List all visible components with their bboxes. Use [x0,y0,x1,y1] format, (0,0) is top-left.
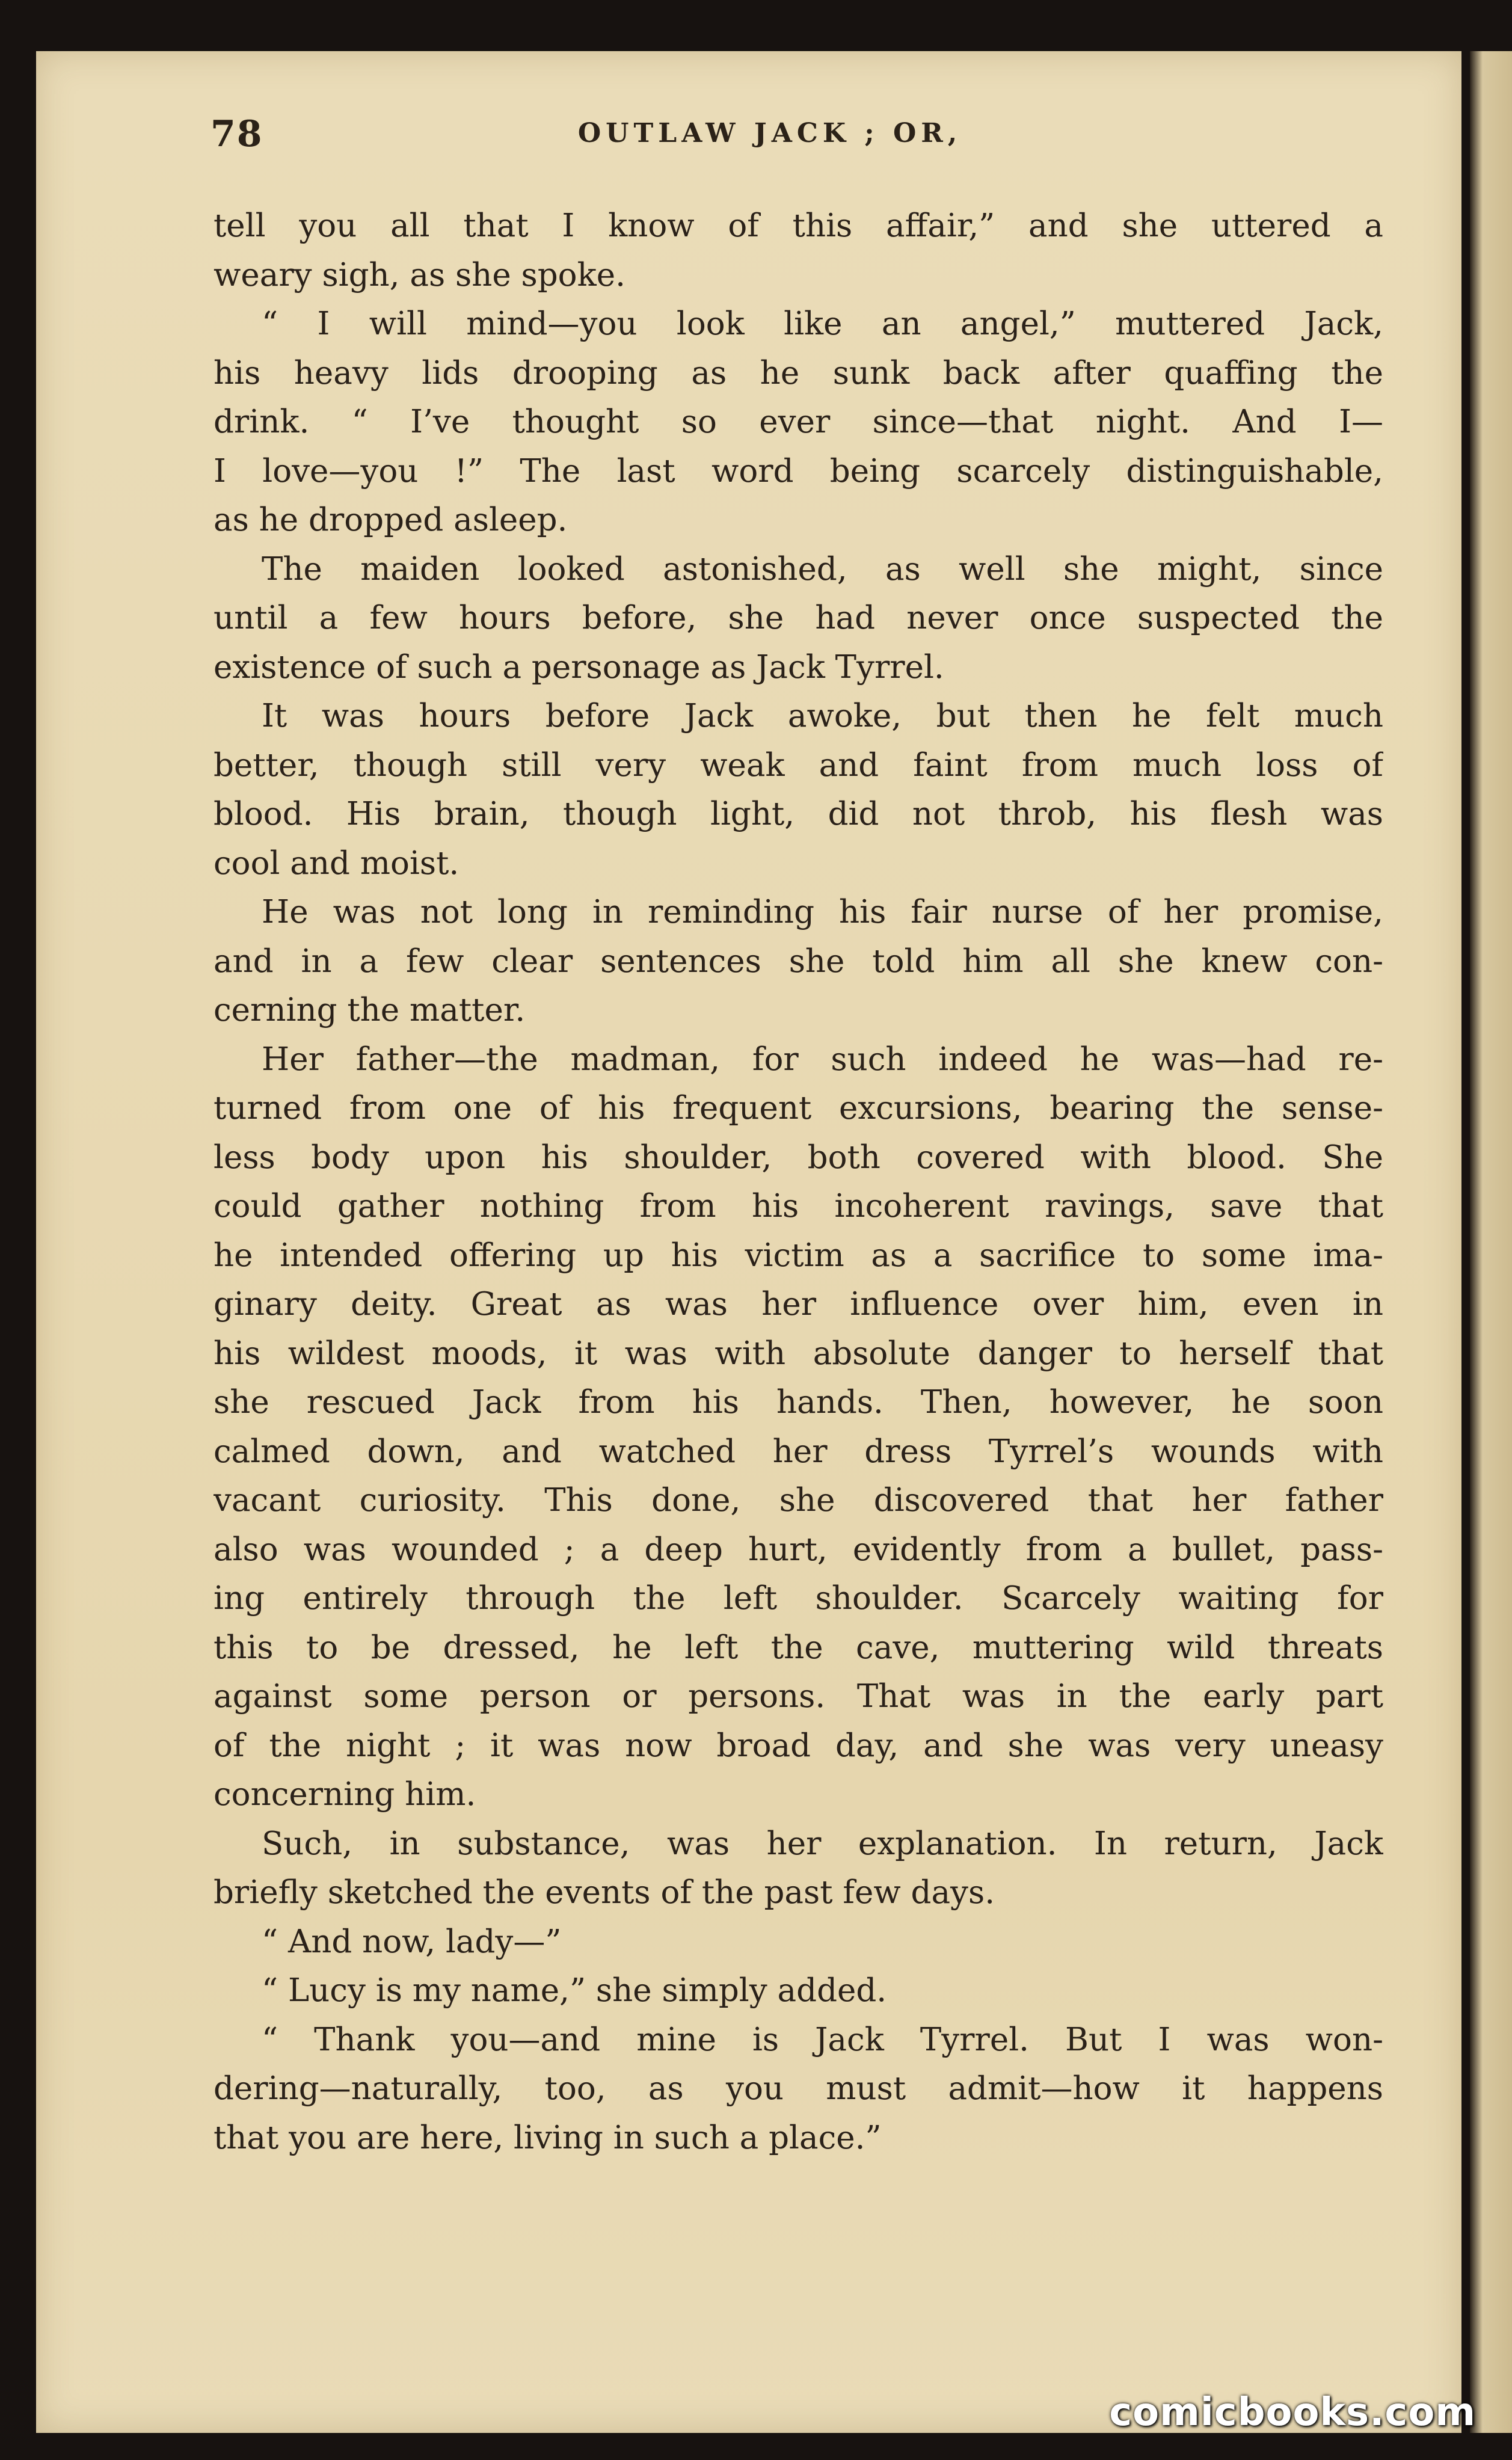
text-line: “ I will mind—you look like an angel,” muttered Jack, [262,306,1383,342]
text-line: he intended offering up his victim as a sacrifice to some ima- [214,1237,1383,1274]
text-line: He was not long in reminding his fair nurse of her promise, [262,894,1383,930]
page-number: 78 [211,113,263,155]
running-head: OUTLAW JACK ; OR, [577,118,962,149]
text-line: “ Lucy is my name,” she simply added. [262,1972,887,2009]
body-text [214,201,1383,2162]
text-line: vacant curiosity. This done, she discovered that her father [214,1482,1383,1519]
text-line: calmed down, and watched her dress Tyrrel’s wounds with [214,1433,1383,1470]
text-line: of the night ; it was now broad day, and she was very uneasy [214,1727,1383,1764]
text-line: ing entirely through the left shoulder. Scarcely waiting for [214,1580,1383,1617]
text-line: also was wounded ; a deep hurt, evidently from a bullet, pass- [214,1531,1383,1568]
text-line: his wildest moods, it was with absolute danger to herself that [214,1335,1383,1372]
text-line: turned from one of his frequent excursions, bearing the sense- [214,1090,1383,1127]
text-line: against some person or persons. That was in the early part [214,1678,1383,1715]
text-line: blood. His brain, though light, did not throb, his flesh was [214,796,1383,832]
text-line: this to be dressed, he left the cave, muttering wild threats [214,1629,1383,1666]
text-line: his heavy lids drooping as he sunk back after quaffing the [214,354,1383,392]
text-line: concerning him. [214,1776,476,1813]
text-line: until a few hours before, she had never once suspected the [214,600,1383,636]
text-line: cool and moist. [214,844,459,882]
page-header [174,113,1365,167]
text-line: “ And now, lady—” [262,1923,562,1960]
text-line: better, though still very weak and faint from much loss of [214,746,1383,784]
text-line: weary sigh, as she spoke. [214,256,625,294]
text-line: ginary deity. Great as was her influence over him, even in [214,1286,1383,1323]
text-line: as he dropped asleep. [214,502,568,538]
watermark: comicbooks.com [1109,2390,1476,2435]
text-line: “ Thank you—and mine is Jack Tyrrel. But I was won- [262,2021,1383,2058]
text-line: It was hours before Jack awoke, but then he felt much [262,698,1383,734]
text-line: less body upon his shoulder, both covered with blood. She [214,1139,1383,1176]
text-line: dering—naturally, too, as you must admit—how it happens [214,2070,1383,2107]
text-line: The maiden looked astonished, as well she might, since [262,550,1383,588]
page-edge [1470,51,1512,2433]
text-line: tell you all that I know of this affair,” and she uttered a [214,208,1383,244]
text-line: that you are here, living in such a place.” [214,2119,882,2156]
text-line: Her father—the madman, for such indeed he was—had re- [262,1041,1383,1078]
text-line: and in a few clear sentences she told him all she knew con- [214,942,1383,980]
text-line: could gather nothing from his incoherent ravings, save that [214,1188,1383,1225]
text-line: cerning the matter. [214,992,526,1029]
text-line: briefly sketched the events of the past few days. [214,1874,995,1911]
text-line: existence of such a personage as Jack Tyrrel. [214,648,944,686]
text-line: she rescued Jack from his hands. Then, however, he soon [214,1384,1383,1421]
text-line: I love—you !” The last word being scarcely distinguishable, [214,452,1383,490]
text-line: drink. “ I’ve thought so ever since—that night. And I— [214,404,1383,440]
text-line: Such, in substance, was her explanation. In return, Jack [262,1825,1383,1862]
